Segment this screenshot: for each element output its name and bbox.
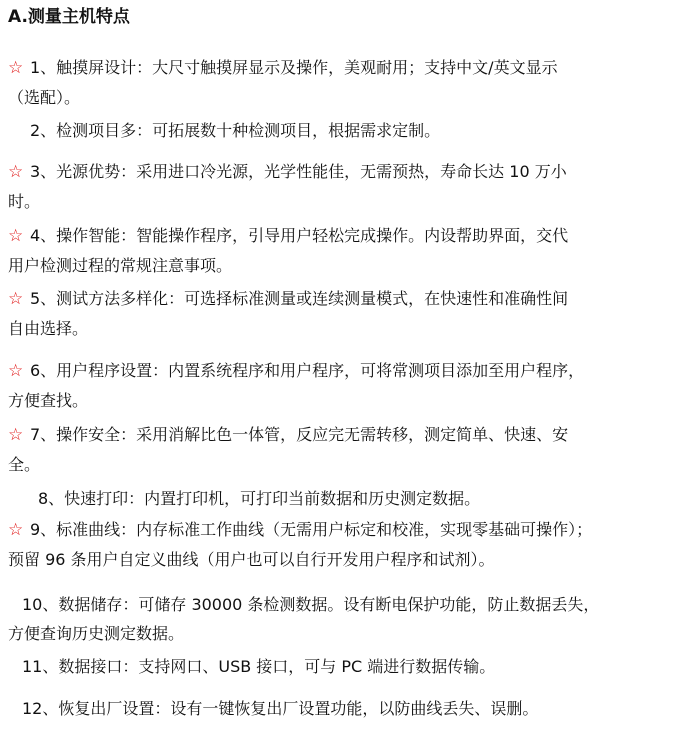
- feature-text-line: 10、数据储存：可储存 30000 条检测数据。设有断电保护功能，防止数据丢失，: [22, 595, 600, 614]
- section-heading: A.测量主机特点: [8, 7, 130, 27]
- feature-text-line: 9、标准曲线：内存标准工作曲线（无需用户标定和校准，实现零基础可操作）；: [30, 520, 593, 539]
- feature-text-line: 自由选择。: [8, 319, 89, 338]
- star-icon: ☆: [8, 289, 24, 309]
- feature-text-line: （选配）。: [8, 88, 81, 107]
- feature-text-line: 12、恢复出厂设置：设有一键恢复出厂设置功能，以防曲线丢失、误删。: [22, 699, 539, 718]
- feature-item-9: [8, 515, 680, 574]
- feature-text-line: 方便查找。: [8, 391, 89, 410]
- star-icon: ☆: [8, 520, 24, 540]
- star-icon: ☆: [8, 226, 24, 246]
- feature-text-line: 6、用户程序设置：内置系统程序和用户程序，可将常测项目添加至用户程序，: [30, 361, 585, 380]
- feature-item-5: [8, 284, 680, 343]
- feature-item-2: [8, 116, 680, 145]
- star-icon: ☆: [8, 58, 24, 78]
- feature-text-line: 用户检测过程的常规注意事项。: [8, 256, 233, 275]
- feature-item-3: [8, 157, 680, 216]
- star-icon: ☆: [8, 425, 24, 445]
- feature-text-line: 4、操作智能：智能操作程序，引导用户轻松完成操作。内设帮助界面，交代: [30, 226, 569, 245]
- feature-item-12: [8, 694, 680, 723]
- feature-text-line: 1、触摸屏设计：大尺寸触摸屏显示及操作，美观耐用；支持中文/英文显示: [30, 58, 558, 77]
- feature-text-line: 7、操作安全：采用消解比色一体管，反应完无需转移，测定简单、快速、安: [30, 425, 569, 444]
- star-icon: ☆: [8, 162, 24, 182]
- feature-item-4: [8, 221, 680, 280]
- feature-text-line: 全。: [8, 455, 41, 474]
- feature-item-6: [8, 356, 680, 415]
- feature-item-8: [8, 484, 680, 513]
- feature-item-10: [8, 590, 680, 648]
- feature-text-line: 8、快速打印：内置打印机，可打印当前数据和历史测定数据。: [38, 489, 481, 508]
- star-icon: ☆: [8, 361, 24, 381]
- feature-item-7: [8, 420, 680, 479]
- feature-item-11: [8, 652, 680, 681]
- feature-text-line: 时。: [8, 192, 41, 211]
- feature-item-1: [8, 53, 680, 112]
- feature-text-line: 2、检测项目多：可拓展数十种检测项目，根据需求定制。: [30, 121, 441, 140]
- feature-text-line: 方便查询历史测定数据。: [8, 624, 185, 643]
- feature-text-line: 预留 96 条用户自定义曲线（用户也可以自行开发用户程序和试剂）。: [8, 550, 495, 569]
- feature-text-line: 11、数据接口：支持网口、USB 接口，可与 PC 端进行数据传输。: [22, 657, 496, 676]
- feature-text-line: 3、光源优势：采用进口冷光源，光学性能佳，无需预热，寿命长达 10 万小: [30, 162, 567, 181]
- feature-text-line: 5、测试方法多样化：可选择标准测量或连续测量模式，在快速性和准确性间: [30, 289, 569, 308]
